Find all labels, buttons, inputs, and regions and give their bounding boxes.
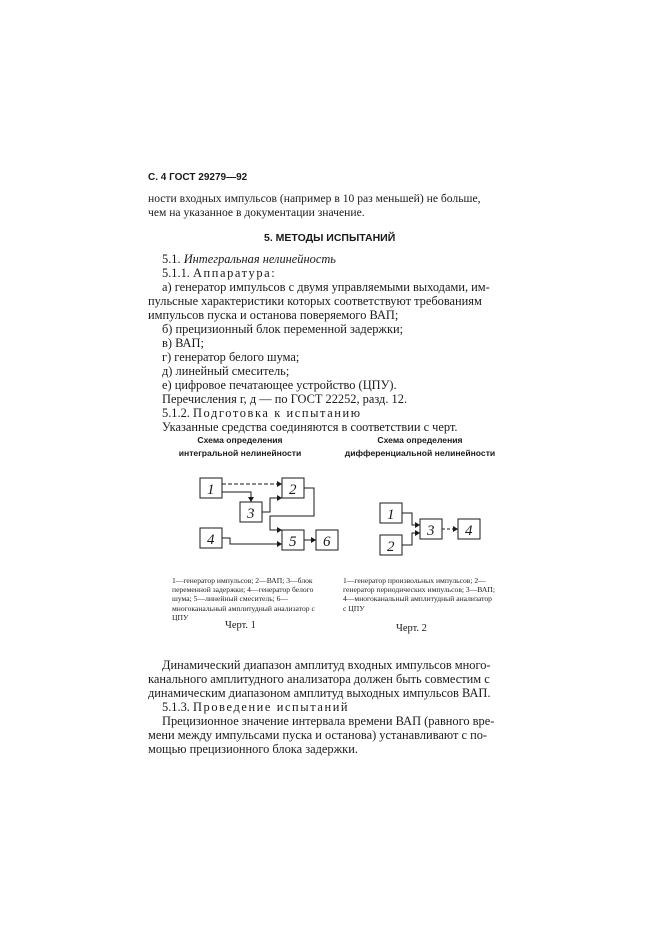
enumeration-note: Перечисления г, д — по ГОСТ 22252, разд. 12.	[162, 392, 408, 406]
subsection-title: Подготовка к испытанию	[193, 406, 362, 420]
item-v: в) ВАП;	[162, 336, 204, 350]
figure-2-block-4-label: 4	[465, 523, 473, 539]
figure-1-block-6-label: 6	[323, 534, 331, 550]
figure-2-link-2-3	[402, 533, 420, 545]
preparation-text: Указанные средства соединяются в соответствии с черт.	[162, 420, 458, 434]
figure-1-block-3-label: 3	[247, 506, 255, 522]
procedure-line-1: Прецизионное значение интервала времени ВАП (равного вре-	[162, 714, 495, 728]
figure-1-caption-line-2: интегральной нелинейности	[178, 448, 302, 458]
figure-2-caption	[340, 434, 500, 460]
figure-2-caption-line-2: дифференциальной нелинейности	[344, 448, 496, 458]
subsection-5-1-2	[162, 406, 362, 421]
subsection-title: Интегральная нелинейность	[183, 252, 336, 266]
figure-1-diagram	[190, 470, 350, 560]
arrowhead	[415, 522, 420, 528]
figure-1-block-2-label: 2	[289, 482, 297, 498]
figure-2-caption-line-1: Схема определения	[377, 435, 463, 445]
figure-2-block-2-label: 2	[387, 539, 395, 555]
item-d: д) линейный смеситель;	[162, 364, 290, 378]
dynamic-range-line-1: Динамический диапазон амплитуд входных импульсов много-	[162, 658, 491, 672]
figure-1-block-4-label: 4	[207, 532, 215, 548]
figure-1-block-5-label: 5	[289, 534, 297, 550]
subsection-number: 5.1.	[162, 252, 181, 266]
item-e: е) цифровое печатающее устройство (ЦПУ).	[162, 378, 397, 392]
item-a-line-2: пульсные характеристики которых соответствуют требованиям	[148, 294, 482, 308]
procedure-line-3: мощью прецизионного блока задержки.	[148, 742, 358, 756]
figure-1-caption	[160, 434, 320, 460]
figure-1-link-1-3	[222, 492, 251, 502]
arrowhead	[453, 526, 458, 532]
figure-2-block-3-label: 3	[427, 523, 435, 539]
subsection-number: 5.1.2.	[162, 406, 190, 420]
figure-2-block-1-label: 1	[387, 507, 395, 523]
item-a-line-3: импульсов пуска и останова поверяемого ВАП;	[148, 308, 399, 322]
figure-1-block-1-label: 1	[207, 482, 215, 498]
arrowhead	[277, 495, 282, 501]
figure-1-link-3-2	[262, 498, 282, 512]
subsection-number: 5.1.3.	[162, 700, 190, 714]
figure-1-caption-line-1: Схема определения	[197, 435, 283, 445]
subsection-title: Аппаратура:	[193, 266, 277, 280]
arrowhead	[277, 541, 282, 547]
figure-2-label: Черт. 2	[396, 623, 427, 634]
intro-line-1: ности входных импульсов (например в 10 раз меньшей) не больше,	[148, 192, 481, 205]
arrowhead	[277, 527, 282, 533]
page-header: С. 4 ГОСТ 29279—92	[148, 172, 248, 183]
arrowhead	[248, 497, 254, 502]
dynamic-range-line-2: канального амплитудного анализатора должен быть совместим с	[148, 672, 490, 686]
figure-1-link-4-5	[222, 538, 282, 544]
item-g: г) генератор белого шума;	[162, 350, 300, 364]
arrowhead	[277, 481, 282, 487]
figure-2-legend: 1—генератор произвольных импульсов; 2—генератор периодических импульсов; 3—ВАП; 4—многоканальный амплитудный анализатор с ЦПУ	[343, 576, 495, 613]
item-b: б) прецизионный блок переменной задержки;	[162, 322, 404, 336]
figure-1-legend: 1—генератор импульсов; 2—ВАП; 3—блок переменной задержки; 4—генератор белого шума; 5—линейный смеситель; 6—многоканальный амплитудный анализатор с ЦПУ	[172, 576, 315, 622]
subsection-5-1-1	[162, 266, 276, 281]
intro-line-2: чем на указанное в документации значение.	[148, 206, 365, 219]
arrowhead	[415, 530, 420, 536]
figure-2-link-1-3	[402, 513, 420, 525]
subsection-number: 5.1.1.	[162, 266, 190, 280]
subsection-5-1	[162, 252, 336, 267]
subsection-5-1-3	[162, 700, 349, 715]
figure-2-diagram	[370, 495, 490, 565]
item-a-line-1: а) генератор импульсов с двумя управляемыми выходами, им-	[162, 280, 490, 294]
procedure-line-2: мени между импульсами пуска и останова) устанавливают с по-	[148, 728, 488, 742]
figure-1-label: Черт. 1	[225, 620, 256, 631]
arrowhead	[311, 537, 316, 543]
dynamic-range-line-3: динамическим диапазоном амплитуд выходных импульсов ВАП.	[148, 686, 491, 700]
subsection-title: Проведение испытаний	[193, 700, 350, 714]
section-title: 5. МЕТОДЫ ИСПЫТАНИЙ	[264, 232, 396, 244]
